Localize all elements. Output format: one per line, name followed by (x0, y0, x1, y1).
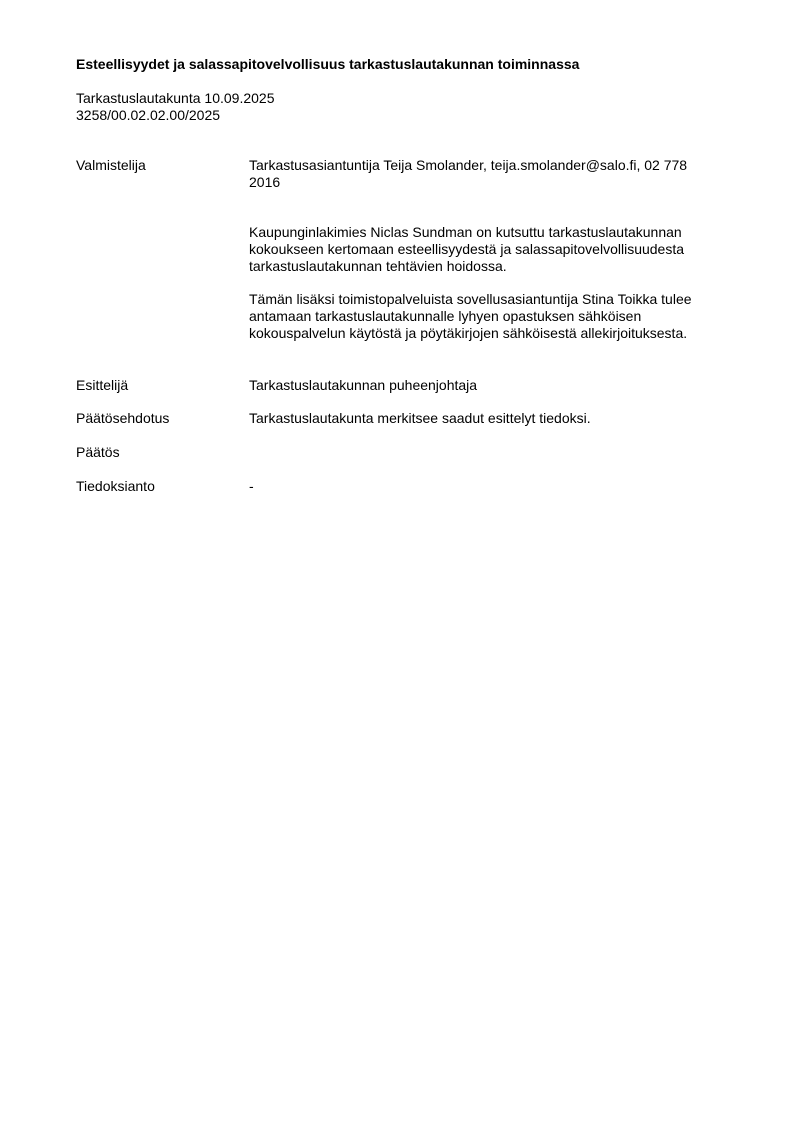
esittelija-value: Tarkastuslautakunnan puheenjohtaja (249, 377, 478, 393)
body-paragraph-1: Kaupunginlakimies Niclas Sundman on kutsuttu tarkastuslautakunnan kokoukseen kertomaan esteellisyydestä ja salassapitovelvollisuudesta tarkastuslautakunnan tehtävien hoidossa. (249, 224, 685, 274)
esittelija-label: Esittelijä (76, 377, 129, 393)
body-paragraph-2: Tämän lisäksi toimistopalveluista sovellusasiantuntija Stina Toikka tulee antamaan tarkastuslautakunnalle lyhyen opastuksen sähköisen kokouspalvelun käytöstä ja pöytäkirjojen sähköisestä allekirjoituksesta. (249, 291, 692, 341)
tiedoksianto-value: - (249, 478, 254, 494)
reference-number: 3258/00.02.02.00/2025 (76, 107, 221, 123)
tiedoksianto-label: Tiedoksianto (76, 478, 155, 494)
document-meta (76, 90, 274, 124)
valmistelija-value: Tarkastusasiantuntija Teija Smolander, teija.smolander@salo.fi, 02 778 2016 (249, 157, 688, 190)
meeting-info: Tarkastuslautakunta 10.09.2025 (76, 90, 275, 106)
paatos-label: Päätös (76, 444, 120, 460)
paatosehdotus-label: Päätösehdotus (76, 410, 170, 426)
valmistelija-label: Valmistelija (76, 157, 146, 173)
document-title: Esteellisyydet ja salassapitovelvollisuus tarkastuslautakunnan toiminnassa (76, 56, 580, 72)
body-text (249, 224, 719, 358)
paatosehdotus-value: Tarkastuslautakunta merkitsee saadut esittelyt tiedoksi. (249, 410, 591, 426)
